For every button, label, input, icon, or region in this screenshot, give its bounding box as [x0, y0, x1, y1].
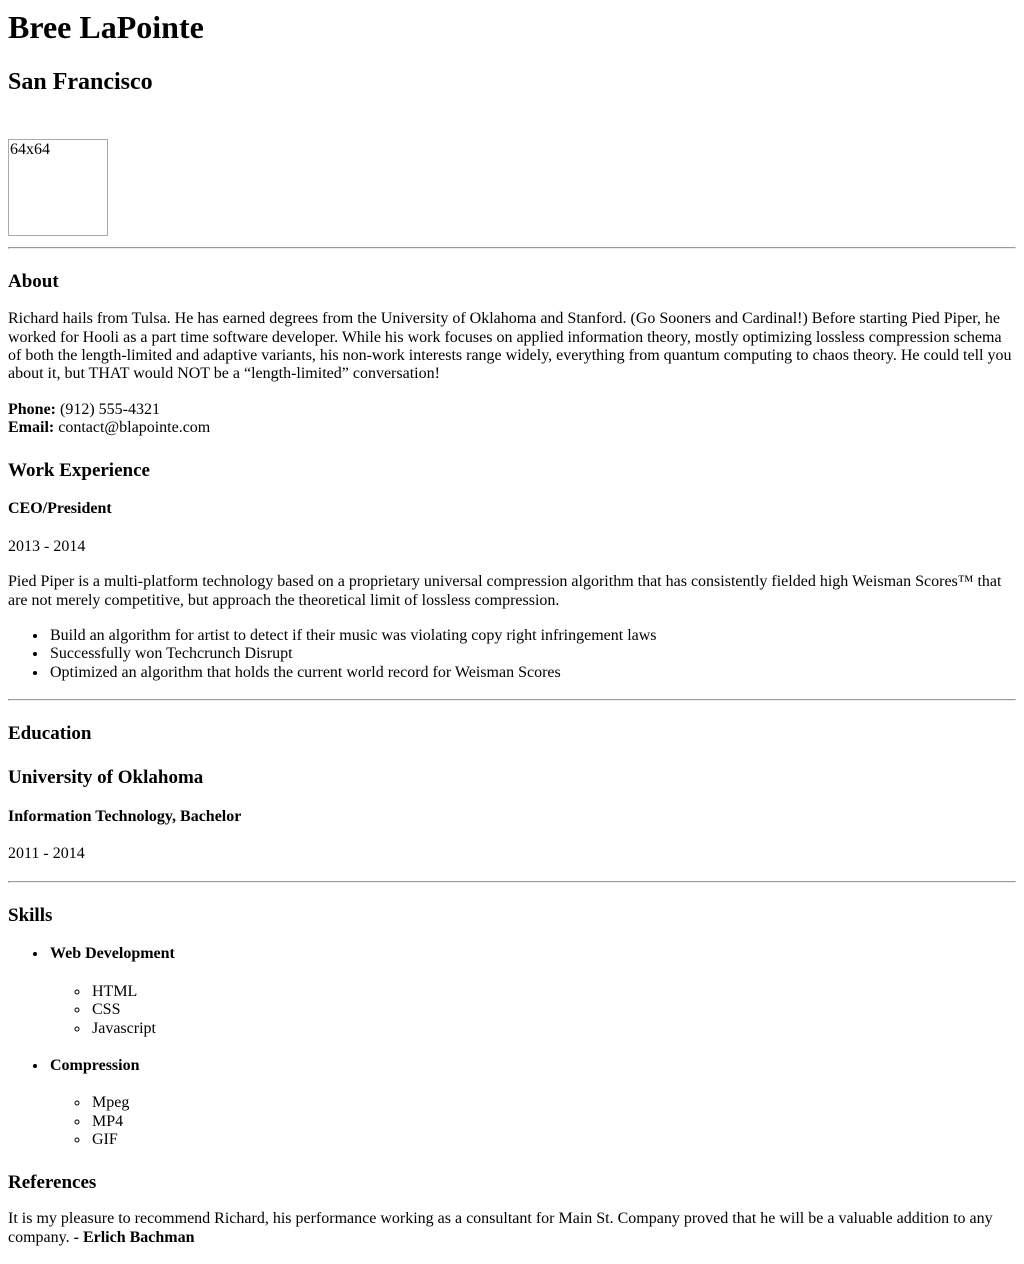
list-item: • Successfully won Techcrunch Disrupt: [48, 645, 1016, 663]
education-dates: 2011 - 2014: [8, 845, 85, 863]
page-title: Bree LaPointe: [8, 9, 204, 45]
skill-category: [48, 1057, 1016, 1150]
list-item: ◦ GIF: [90, 1131, 1016, 1149]
list-item: ◦ MP4: [90, 1113, 1016, 1131]
skill-sublist: [50, 1094, 1016, 1149]
avatar-alt-text: 64x64: [10, 141, 50, 159]
education-heading: Education: [8, 723, 92, 745]
work-experience-section: [8, 460, 1016, 683]
reference-attribution: - Erlich Bachman: [73, 1228, 195, 1246]
about-bio: Richard hails from Tulsa. He has earned degrees from the University of Oklahoma and Stanford. (Go Sooners and Cardinal!) Before starting Pied Piper, he worked for Hooli as a part time software developer. While his work focuses on applied information theory, mostly optimizing lossless compression schema of both the length-limited and adaptive variants, his non-work interests range widely, everything from quantum computing to chaos theory. He could tell you about it, but THAT would NOT be a “length-limited” conversation!: [8, 310, 1012, 383]
degree-name: Information Technology, Bachelor: [8, 807, 242, 825]
skills-heading: Skills: [8, 904, 53, 926]
skill-category: [48, 945, 1016, 1038]
divider: [8, 881, 1016, 883]
reference-text: It is my pleasure to recommend Richard, his performance working as a consultant for Main St. Company proved that he will be a valuable addition to any company.: [8, 1210, 993, 1246]
references-section: [8, 1172, 1016, 1248]
list-item: ◦ Javascript: [90, 1020, 1016, 1038]
list-item: ◦ HTML: [90, 983, 1016, 1001]
job-highlights-list: [8, 627, 1016, 682]
list-item: ◦ Mpeg: [90, 1094, 1016, 1112]
avatar: [8, 139, 108, 236]
about-heading: About: [8, 271, 59, 293]
phone-value: (912) 555-4321: [60, 400, 160, 418]
skill-sublist: [50, 983, 1016, 1038]
list-item: ◦ CSS: [90, 1001, 1016, 1019]
contact-info: [8, 401, 1016, 438]
phone-label: Phone:: [8, 400, 56, 418]
resume-page: [8, 9, 1016, 1247]
avatar-container: [8, 139, 1016, 236]
skill-category-name: • Web Development: [50, 945, 175, 963]
skill-category-name: • Compression: [50, 1057, 140, 1075]
list-item: • Optimized an algorithm that holds the current world record for Weisman Scores: [48, 664, 1016, 682]
about-section: [8, 271, 1016, 437]
work-experience-heading: Work Experience: [8, 459, 150, 481]
job-title: CEO/President: [8, 500, 112, 518]
divider: [8, 699, 1016, 701]
school-name: University of Oklahoma: [8, 767, 204, 788]
list-item: • Build an algorithm for artist to detect if their music was violating copy right infringement laws: [48, 627, 1016, 645]
job-description: Pied Piper is a multi-platform technology based on a proprietary universal compression algorithm that has consistently fielded high Weisman Scores™ that are not merely competitive, but approach the theoretical limit of lossless compression.: [8, 573, 1002, 609]
skills-list: [8, 945, 1016, 1149]
education-section: [8, 723, 1016, 863]
divider: [8, 247, 1016, 249]
references-heading: References: [8, 1171, 97, 1193]
email-label: Email:: [8, 419, 55, 437]
skills-section: [8, 905, 1016, 1150]
reference-quote: [8, 1210, 1016, 1247]
email-value: contact@blapointe.com: [58, 419, 211, 437]
job-dates: 2013 - 2014: [8, 537, 86, 555]
location-subtitle: San Francisco: [8, 68, 153, 95]
